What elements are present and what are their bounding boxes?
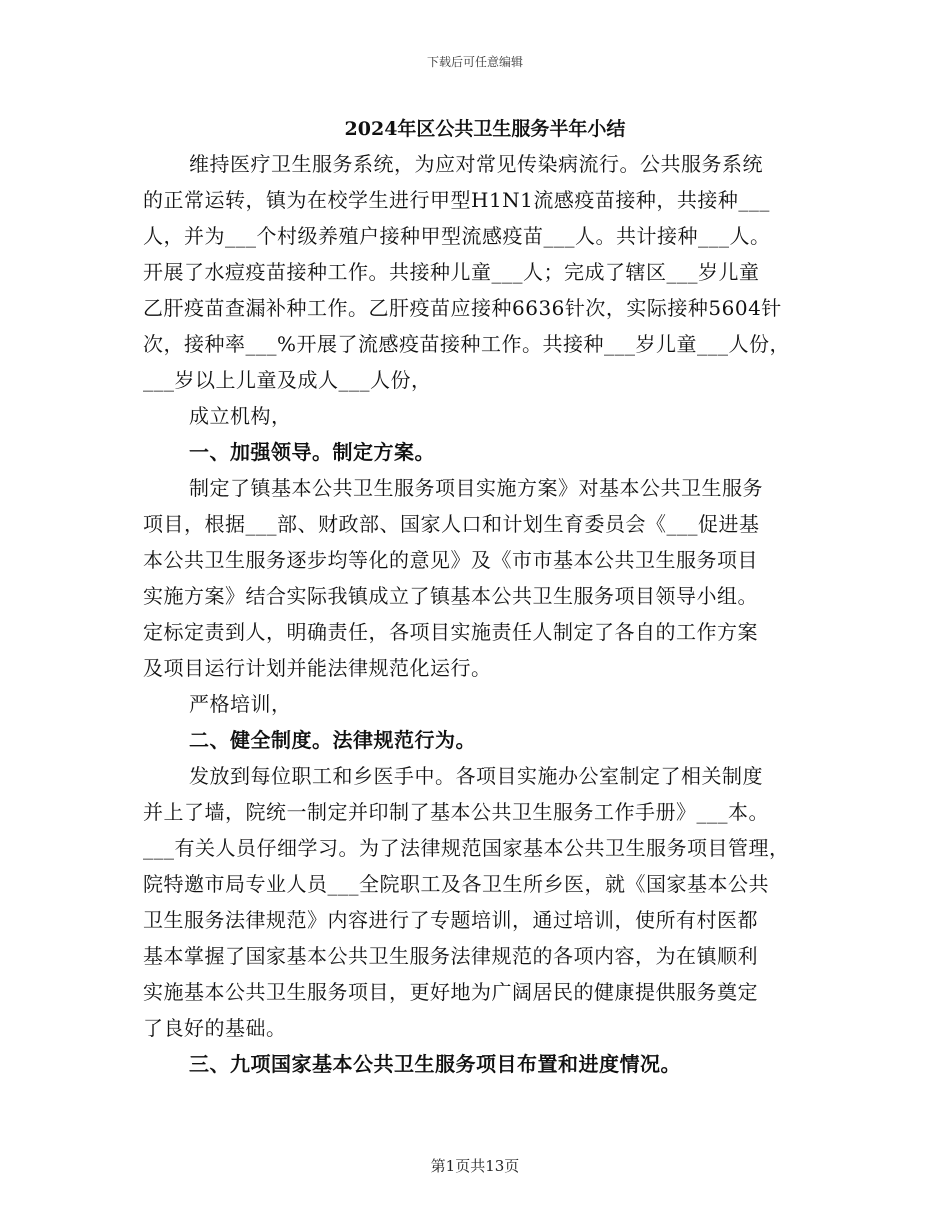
paragraph-line: 发放到每位职工和乡医手中。各项目实施办公室制定了相关制度 bbox=[189, 764, 763, 788]
paragraph-line: 并上了墙，院统一制定并印制了基本公共卫生服务工作手册》___本。 bbox=[143, 800, 769, 824]
paragraph-training bbox=[143, 686, 813, 722]
paragraph-line: 实施方案》结合实际我镇成立了镇基本公共卫生服务项目领导小组。 bbox=[143, 584, 758, 608]
page-number-footer: 第1页共13页 bbox=[430, 1157, 520, 1175]
section-heading-1 bbox=[143, 434, 813, 470]
paragraph-line: 了良好的基础。 bbox=[143, 1016, 287, 1040]
paragraph-line: 次，接种率___%开展了流感疫苗接种工作。共接种___岁儿童___人份， bbox=[143, 332, 791, 356]
document-body bbox=[143, 112, 813, 1082]
paragraph-vaccination bbox=[143, 146, 813, 398]
paragraph-line: 开展了水痘疫苗接种工作。共接种儿童___人；完成了辖区___岁儿童 bbox=[143, 260, 760, 284]
section-heading-3 bbox=[143, 1046, 813, 1082]
heading-line: 二、健全制度。法律规范行为。 bbox=[189, 728, 476, 752]
paragraph-line: 制定了镇基本公共卫生服务项目实施方案》对基本公共卫生服务 bbox=[189, 476, 763, 500]
paragraph-line: ___岁以上儿童及成人___人份， bbox=[143, 368, 432, 392]
paragraph-line: 乙肝疫苗查漏补种工作。乙肝疫苗应接种6636针次，实际接种5604针 bbox=[143, 296, 782, 320]
paragraph-line: 的正常运转，镇为在校学生进行甲型H1N1流感疫苗接种，共接种___ bbox=[143, 188, 770, 212]
paragraph-plan bbox=[143, 470, 813, 686]
paragraph-line: 定标定责到人，明确责任，各项目实施责任人制定了各自的工作方案 bbox=[143, 620, 758, 644]
paragraph-line: 本公共卫生服务逐步均等化的意见》及《市市基本公共卫生服务项目 bbox=[143, 548, 758, 572]
paragraph-line: 成立机构， bbox=[189, 404, 292, 428]
document-title: 2024年区公共卫生服务半年小结 bbox=[344, 118, 626, 140]
paragraph-line: 院特邀市局专业人员___全院职工及各卫生所乡医，就《国家基本公共 bbox=[143, 872, 769, 896]
paragraph-establish-org bbox=[143, 398, 813, 434]
paragraph-line: ___有关人员仔细学习。为了法律规范国家基本公共卫生服务项目管理， bbox=[143, 836, 790, 860]
heading-line: 一、加强领导。制定方案。 bbox=[189, 440, 435, 464]
paragraph-line: 严格培训， bbox=[189, 692, 292, 716]
section-heading-2 bbox=[143, 722, 813, 758]
paragraph-regulations bbox=[143, 758, 813, 1046]
paragraph-line: 及项目运行计划并能法律规范化运行。 bbox=[143, 656, 492, 680]
paragraph-line: 卫生服务法律规范》内容进行了专题培训，通过培训，使所有村医都 bbox=[143, 908, 758, 932]
paragraph-line: 实施基本公共卫生服务项目，更好地为广阔居民的健康提供服务奠定 bbox=[143, 980, 758, 1004]
paragraph-line: 人，并为___个村级养殖户接种甲型流感疫苗___人。共计接种___人。 bbox=[143, 224, 771, 248]
header-note: 下载后可任意编辑 bbox=[426, 55, 523, 69]
paragraph-line: 基本掌握了国家基本公共卫生服务法律规范的各项内容，为在镇顺利 bbox=[143, 944, 758, 968]
paragraph-line: 项目，根据___部、财政部、国家人口和计划生育委员会《___促进基 bbox=[143, 512, 760, 536]
paragraph-line: 维持医疗卫生服务系统，为应对常见传染病流行。公共服务系统 bbox=[189, 152, 763, 176]
heading-line: 三、九项国家基本公共卫生服务项目布置和进度情况。 bbox=[189, 1052, 681, 1076]
